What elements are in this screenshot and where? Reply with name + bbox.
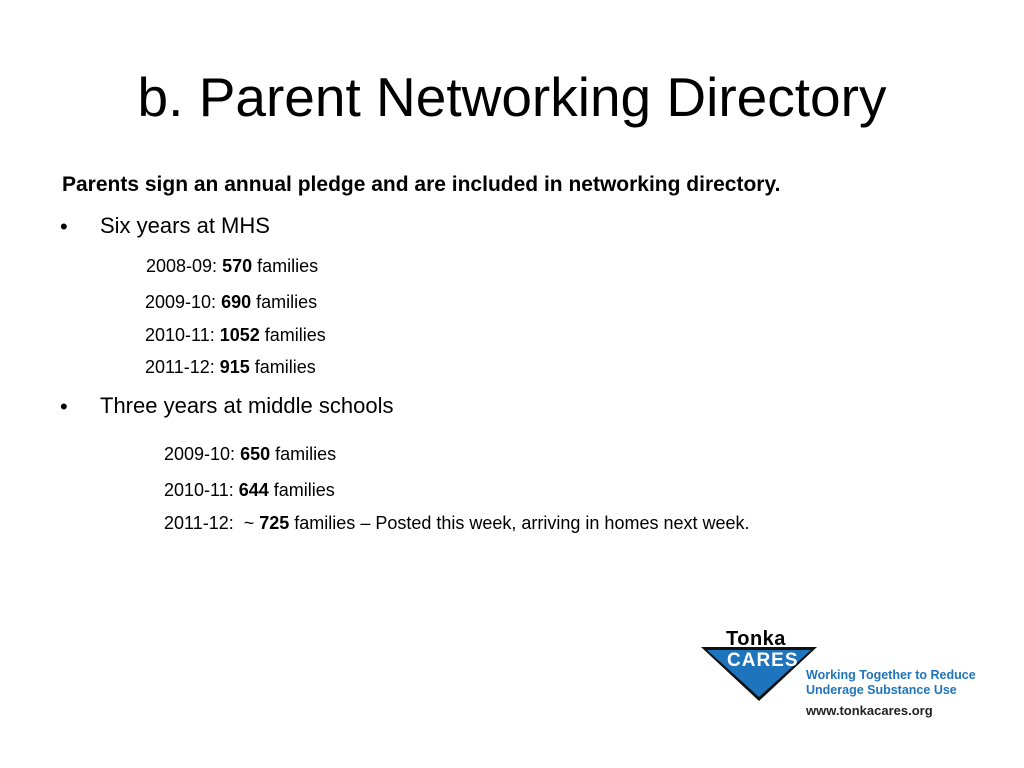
bullet-dot: •: [60, 214, 68, 239]
list-item: 2009-10: 650 families: [164, 444, 337, 464]
logo-cares: CARES: [727, 650, 799, 671]
list-item: 2008-09: 570 families: [146, 256, 319, 276]
logo-url: www.tonkacares.org: [806, 703, 933, 718]
lead-text: Parents sign an annual pledge and are included in networking directory.: [62, 173, 781, 196]
bullet-middle-schools: Three years at middle schools: [100, 393, 394, 418]
list-item: 2010-11: 644 families: [164, 480, 335, 500]
logo-tagline-1: Working Together to Reduce: [806, 668, 976, 682]
logo-tonka: Tonka: [726, 628, 786, 650]
list-item: 2011-12: 915 families: [145, 357, 316, 377]
list-item: 2009-10: 690 families: [145, 292, 318, 312]
bullet-mhs: Six years at MHS: [100, 213, 270, 238]
logo-tagline-2: Underage Substance Use: [806, 683, 957, 697]
bullet-dot: •: [60, 394, 68, 419]
list-item: 2011-12: ~ 725 families – Posted this week, arriving in homes next week.: [164, 513, 750, 533]
list-item: 2010-11: 1052 families: [145, 325, 326, 345]
slide-title: b. Parent Networking Directory: [137, 66, 887, 128]
